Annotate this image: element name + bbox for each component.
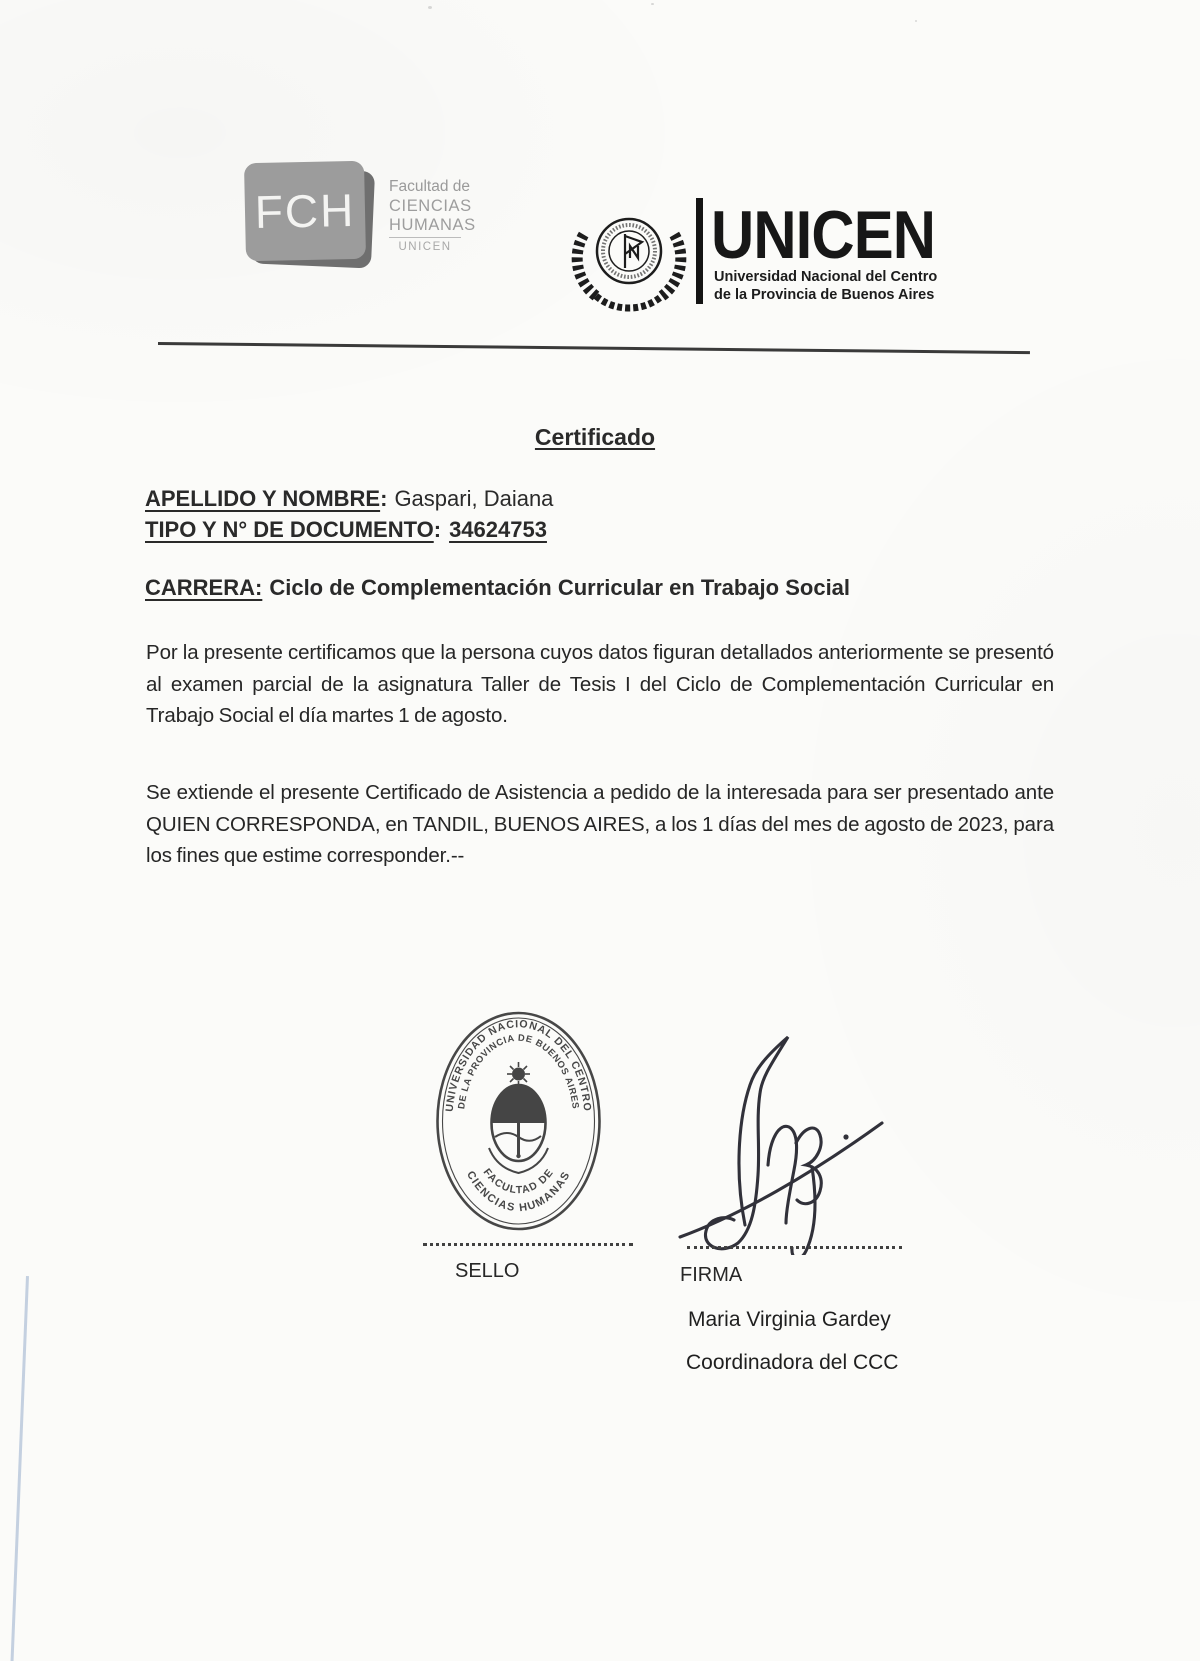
coat-of-arms-icon [489,1062,548,1173]
stamp-arc-top2: DE LA PROVINCIA DE BUENOS AIRES [455,1031,582,1110]
unicen-subtitle-line1: Universidad Nacional del Centro [714,269,938,285]
stamp-arc-bottom1: FACULTAD DE [480,1166,557,1197]
fch-text-line2: CIENCIAS [389,196,472,215]
fch-text-rule [389,237,461,238]
sello-dotted-line [423,1243,633,1246]
signer-role: Coordinadora del CCC [686,1351,899,1374]
field-name-value: Gaspari, Daiana [394,486,554,511]
field-document-label: TIPO Y N° DE DOCUMENTO [145,517,434,542]
field-document [145,517,547,543]
scanner-artifact-line [10,1276,28,1661]
field-name-sep: : [380,486,388,511]
header-divider-bar [696,198,703,304]
fch-logo-acronym: FCH [254,183,356,239]
stamp-arc-bottom2: CIENCIAS HUMANAS [464,1169,573,1215]
document-title: Certificado [534,424,656,450]
body-paragraph-2: Se extiende el presente Certificado de Asistencia a pedido de la interesada para ser presentado ante QUIEN CORRESPONDA, en TANDIL, BUENOS AIRES, a los 1 días del mes de agosto de 2023, para los fines que estime corresponder.-- [146,781,1054,867]
fch-text-line1: Facultad de [389,178,470,195]
field-document-sep: : [433,517,442,542]
field-name-label: APELLIDO Y NOMBRE [145,486,381,511]
firma-dotted-line [687,1246,902,1249]
scan-speckle [428,6,432,9]
unicen-wordmark: UNICEN [711,197,936,273]
unicen-subtitle-line2: de la Provincia de Buenos Aires [714,286,935,303]
fch-logo-text [389,179,476,254]
field-career-label: CARRERA: [145,575,263,600]
fch-text-line3: HUMANAS [389,215,476,234]
field-career [145,575,850,601]
fch-text-unicen: UNICEN [398,241,452,253]
scan-speckle [915,20,917,22]
header-rule [158,342,1030,354]
handwritten-signature-icon [650,1015,900,1255]
field-career-value: Ciclo de Complementación Curricular en Trabajo Social [269,575,851,600]
field-name [145,486,553,512]
scan-speckle [651,3,654,5]
sello-label: SELLO [455,1260,520,1282]
firma-label: FIRMA [680,1264,743,1286]
unicen-subtitle [714,269,937,304]
laurel-wreath-seal-icon [570,196,688,314]
field-document-value: 34624753 [449,517,547,542]
stamp-arc-top1: UNIVERSIDAD NACIONAL DEL CENTRO [443,1018,594,1113]
fch-logo [244,161,366,261]
university-oval-stamp-icon [433,1010,604,1234]
body-paragraph-1: Por la presente certificamos que la persona cuyos datos figuran detallados anteriormente se presentó al examen parcial de la asignatura Taller de Tesis I del Ciclo de Complementación Curricular en Trabajo Social el día martes 1 de agosto. [146,641,1054,727]
signer-name: Maria Virginia Gardey [688,1308,891,1331]
